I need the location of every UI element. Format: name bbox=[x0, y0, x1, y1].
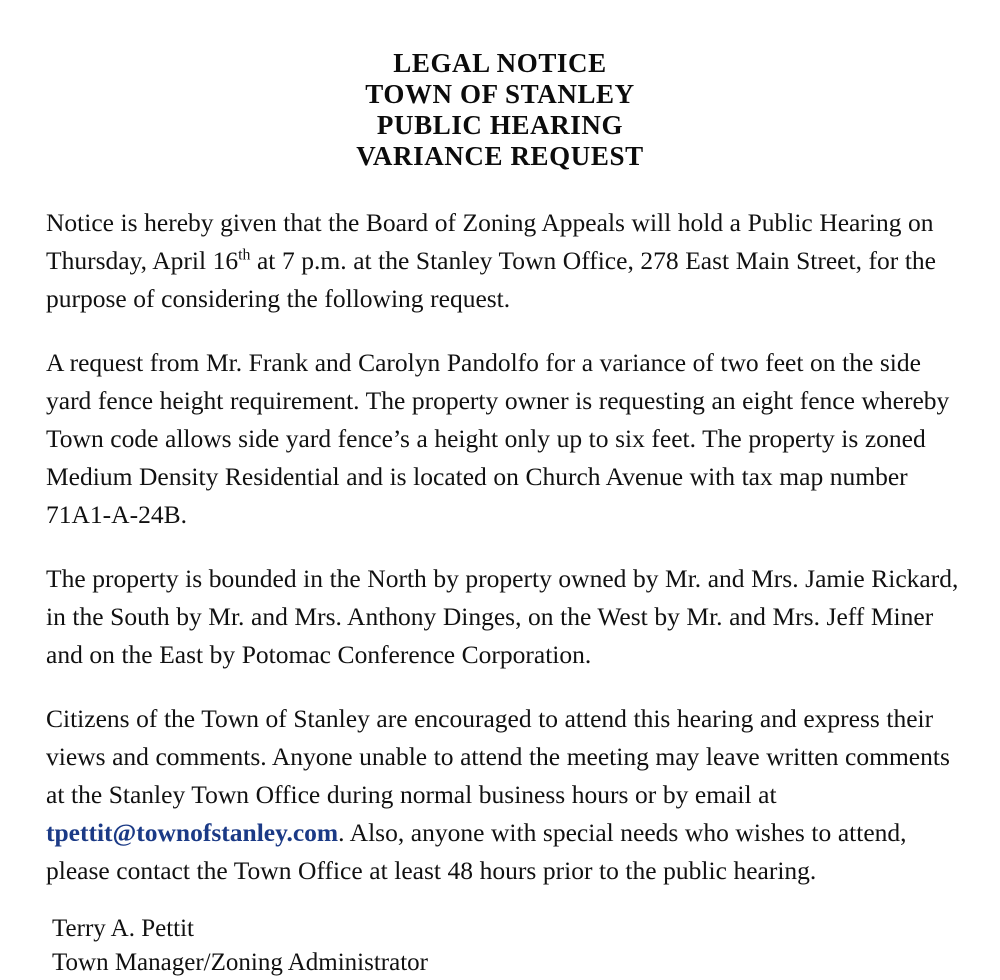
paragraph-citizen-participation bbox=[46, 700, 964, 890]
paragraph-4-text-before-email: Citizens of the Town of Stanley are encouraged to attend this hearing and express their views and comments. Anyone unable to attend the meeting may leave written comments at the Stanley Town Office during normal business hours or by email at bbox=[46, 704, 950, 809]
paragraph-4-text-after-email: . Also, anyone with special needs who wishes to attend, please contact the Town Office at least 48 hours prior to the public hearing. bbox=[46, 818, 907, 885]
paragraph-property-boundaries: The property is bounded in the North by property owned by Mr. and Mrs. Jamie Rickard, in the South by Mr. and Mrs. Anthony Dinges, on the West by Mr. and Mrs. Jeff Miner and on the East by Potomac Conference Corporation. bbox=[46, 564, 959, 669]
paragraph-variance-request: A request from Mr. Frank and Carolyn Pandolfo for a variance of two feet on the side yard fence height requirement. The property owner is requesting an eight fence whereby Town code allows side yard fence’s a height only up to six feet. The property is zoned Medium Density Residential and is located on Church Avenue with tax map number 71A1-A-24B. bbox=[46, 348, 950, 529]
signature-block bbox=[0, 890, 1000, 980]
paragraph-1-text-after-ordinal: at 7 p.m. at the Stanley Town Office, 278 East Main Street, for the purpose of considering the following request. bbox=[46, 246, 936, 313]
paragraph-1-text-before-ordinal: Notice is hereby given that the Board of Zoning Appeals will hold a Public Hearing on Thursday, April 16 bbox=[46, 208, 934, 275]
document-body bbox=[0, 172, 1000, 890]
heading-line-public-hearing: PUBLIC HEARING bbox=[376, 110, 624, 140]
heading-line-variance-request: VARIANCE REQUEST bbox=[356, 141, 644, 171]
email-link[interactable]: tpettit@townofstanley.com bbox=[46, 818, 339, 847]
heading-line-legal-notice: LEGAL NOTICE bbox=[393, 48, 607, 78]
signer-title: Town Manager/Zoning Administrator bbox=[52, 949, 428, 976]
ordinal-suffix: th bbox=[238, 246, 251, 264]
paragraph-hearing-details bbox=[46, 204, 964, 318]
heading-line-town-of-stanley: TOWN OF STANLEY bbox=[365, 79, 635, 109]
signer-name: Terry A. Pettit bbox=[52, 915, 194, 942]
document-heading bbox=[0, 0, 1000, 172]
